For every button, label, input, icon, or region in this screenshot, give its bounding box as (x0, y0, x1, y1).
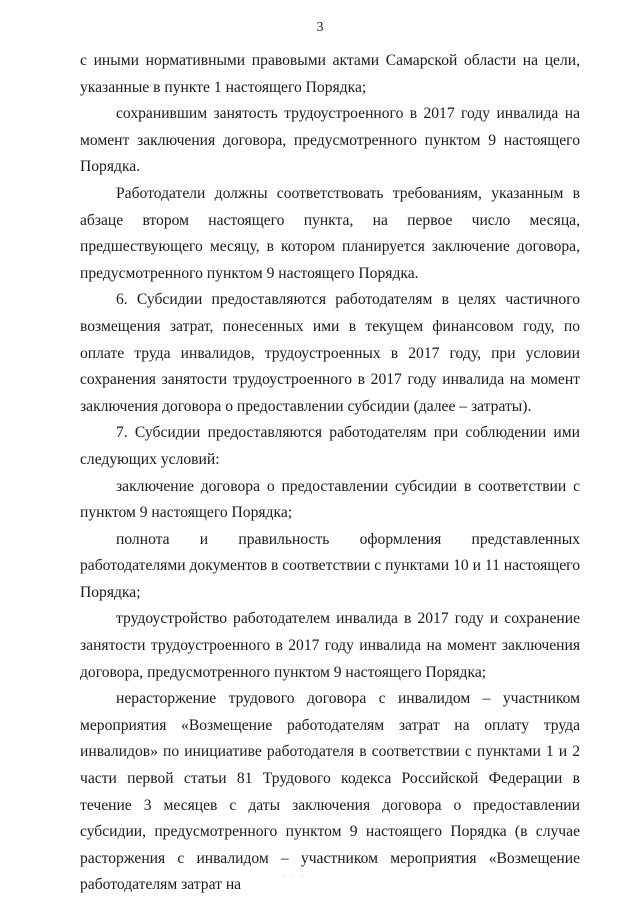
scan-specks: · · · (283, 872, 305, 881)
page-number: 3 (316, 20, 324, 35)
paragraph: полнота и правильность оформления представленных работодателями документов в соответствии с пунктами 10 и 11 настоящего Порядка; (80, 530, 580, 601)
paragraph: сохранившим занятость трудоустроенного в 2017 году инвалида на момент заключения договора, предусмотренного пунктом 9 настоящего Порядка. (80, 105, 580, 176)
paragraph: нерасторжение трудового договора с инвалидом – участником мероприятия «Возмещение работодателям затрат на оплату труда инвалидов» по инициативе работодателя в соответствии с пунктами 1 и 2 части первой статьи 81 Трудового кодекса Российской Федерации в течение 3 месяцев с даты заключения договора о предоставлении субсидии, предусмотренного пунктом 9 настоящего Порядка (в случае расторжения с инвалидом – участником мероприятия «Возмещение работодателям затрат на (80, 690, 580, 894)
paragraph: трудоустройство работодателем инвалида в 2017 году и сохранение занятости трудоустроенного в 2017 году инвалида на момент заключения договора, предусмотренного пунктом 9 настоящего Порядка; (80, 610, 580, 681)
paragraph: Работодатели должны соответствовать требованиям, указанным в абзаце втором настоящего пункта, на первое число месяца, предшествующего месяцу, в котором планируется заключение договора, предусмотренного пунктом 9 настоящего Порядка. (80, 184, 580, 282)
paragraph-item-6: 6. Субсидии предоставляются работодателям в целях частичного возмещения затрат, понесенных ими в текущем финансовом году, по оплате труда инвалидов, трудоустроенных в 2017 году, при условии сохранения занятости трудоустроенного в 2017 году инвалида на момент заключения договора о предоставлении субсидии (далее – затраты). (80, 291, 580, 415)
paragraph: заключение договора о предоставлении субсидии в соответствии с пунктом 9 настоящего Порядка; (80, 477, 580, 522)
paragraph-item-7: 7. Субсидии предоставляются работодателям при соблюдении ими следующих условий: (80, 424, 580, 468)
paragraph-continuation: с иными нормативными правовыми актами Самарской области на цели, указанные в пункте 1 настоящего Порядка; (80, 52, 580, 96)
document-body (80, 48, 580, 899)
